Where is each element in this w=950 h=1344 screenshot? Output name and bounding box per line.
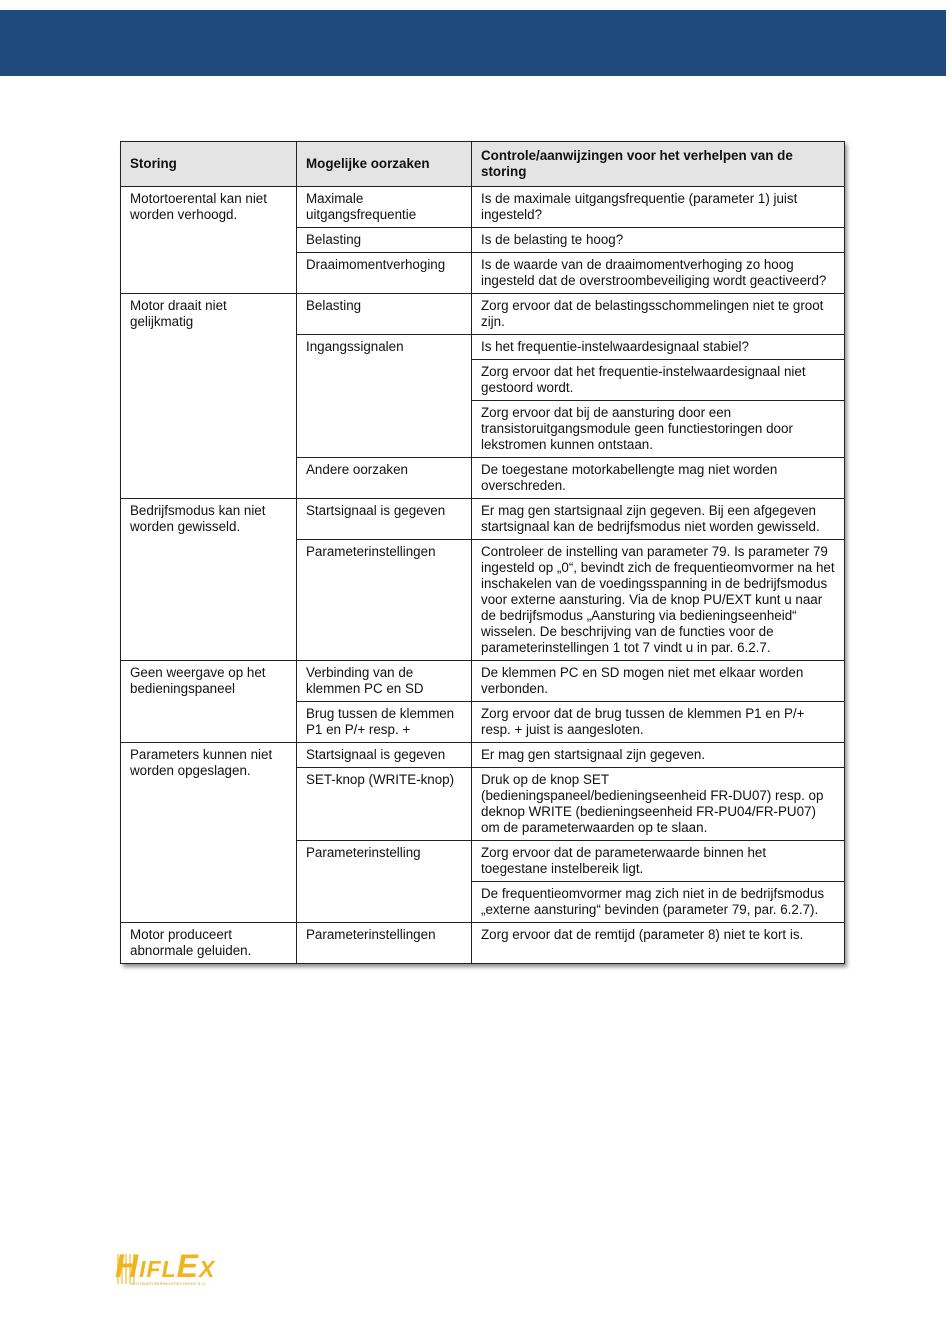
table-row: [121, 294, 845, 335]
check-cell: De toegestane motorkabellengte mag niet worden overschreden.: [472, 458, 845, 499]
check-cell: Zorg ervoor dat bij de aansturing door een transistoruitgangsmodule geen functiestoringen door lekstromen kunnen ontstaan.: [472, 401, 845, 458]
troubleshooting-table: [120, 141, 845, 964]
storing-cell: Geen weergave op het bedieningspaneel: [121, 661, 297, 743]
storing-cell: Motor draait niet gelijkmatig: [121, 294, 297, 499]
header-storing: Storing: [121, 142, 297, 187]
logo-subtext: AUTOMATISERINGSTECHNIEK B.V.: [131, 1281, 207, 1286]
check-cell: De frequentieomvormer mag zich niet in de bedrijfsmodus „externe aansturing“ bevinden (parameter 79, par. 6.2.7).: [472, 882, 845, 923]
storing-cell: Parameters kunnen niet worden opgeslagen.: [121, 743, 297, 923]
check-cell: Zorg ervoor dat het frequentie-instelwaardesignaal niet gestoord wordt.: [472, 360, 845, 401]
check-cell: Is de maximale uitgangsfrequentie (parameter 1) juist ingesteld?: [472, 187, 845, 228]
check-cell: Er mag gen startsignaal zijn gegeven. Bij een afgegeven startsignaal kan de bedrijfsmodus niet worden gewisseld.: [472, 499, 845, 540]
check-cell: Is het frequentie-instelwaardesignaal stabiel?: [472, 335, 845, 360]
table-header-row: [121, 142, 845, 187]
logo-wordmark: HIFLEX: [115, 1248, 216, 1284]
cause-cell: Belasting: [297, 228, 472, 253]
cause-cell: Parameterinstellingen: [297, 923, 472, 964]
check-cell: De klemmen PC en SD mogen niet met elkaar worden verbonden.: [472, 661, 845, 702]
cause-cell: Draaimomentverhoging: [297, 253, 472, 294]
storing-cell: Motortoerental kan niet worden verhoogd.: [121, 187, 297, 294]
cause-cell: Parameterinstelling: [297, 841, 472, 923]
table-row: [121, 187, 845, 228]
check-cell: Controleer de instelling van parameter 79. Is parameter 79 ingesteld op „0“, bevindt zich de frequentieomvormer na het inschakelen van de voedingsspanning in de bedrijfsmodus voor externe aansturing. Via de knop PU/EXT kunt u naar de bedrijfsmodus „Aansturing via bedieningseenheid“ wisselen. De beschrijving van de functies voor de parameterinstellingen 1 tot 7 vindt u in par. 6.2.7.: [472, 540, 845, 661]
check-cell: Er mag gen startsignaal zijn gegeven.: [472, 743, 845, 768]
hiflex-logo: [111, 1248, 231, 1290]
table-row: [121, 661, 845, 702]
table-row: [121, 743, 845, 768]
cause-cell: Parameterinstellingen: [297, 540, 472, 661]
check-cell: Zorg ervoor dat de parameterwaarde binnen het toegestane instelbereik ligt.: [472, 841, 845, 882]
cause-cell: Andere oorzaken: [297, 458, 472, 499]
header-checks: Controle/aanwijzingen voor het verhelpen van de storing: [472, 142, 845, 187]
cause-cell: Startsignaal is gegeven: [297, 743, 472, 768]
check-cell: Zorg ervoor dat de brug tussen de klemmen P1 en P/+ resp. + juist is aangesloten.: [472, 702, 845, 743]
storing-cell: Motor produceert abnormale geluiden.: [121, 923, 297, 964]
check-cell: Is de belasting te hoog?: [472, 228, 845, 253]
top-header-band: [0, 10, 946, 76]
cause-cell: Ingangssignalen: [297, 335, 472, 458]
header-causes: Mogelijke oorzaken: [297, 142, 472, 187]
cause-cell: SET-knop (WRITE-knop): [297, 768, 472, 841]
table-row: [121, 923, 845, 964]
check-cell: Druk op de knop SET (bedieningspaneel/bedieningseenheid FR-DU07) resp. op deknop WRITE (bedieningseenheid FR-PU04/FR-PU07) om de parameterwaarden op te slaan.: [472, 768, 845, 841]
table-row: [121, 499, 845, 540]
check-cell: Zorg ervoor dat de remtijd (parameter 8) niet te kort is.: [472, 923, 845, 964]
cause-cell: Belasting: [297, 294, 472, 335]
check-cell: Is de waarde van de draaimomentverhoging zo hoog ingesteld dat de overstroombeveiliging wordt geactiveerd?: [472, 253, 845, 294]
cause-cell: Startsignaal is gegeven: [297, 499, 472, 540]
storing-cell: Bedrijfsmodus kan niet worden gewisseld.: [121, 499, 297, 661]
cause-cell: Maximale uitgangsfrequentie: [297, 187, 472, 228]
cause-cell: Brug tussen de klemmen P1 en P/+ resp. +: [297, 702, 472, 743]
cause-cell: Verbinding van de klemmen PC en SD: [297, 661, 472, 702]
troubleshooting-table-container: [120, 141, 844, 964]
check-cell: Zorg ervoor dat de belastingsschommelingen niet te groot zijn.: [472, 294, 845, 335]
